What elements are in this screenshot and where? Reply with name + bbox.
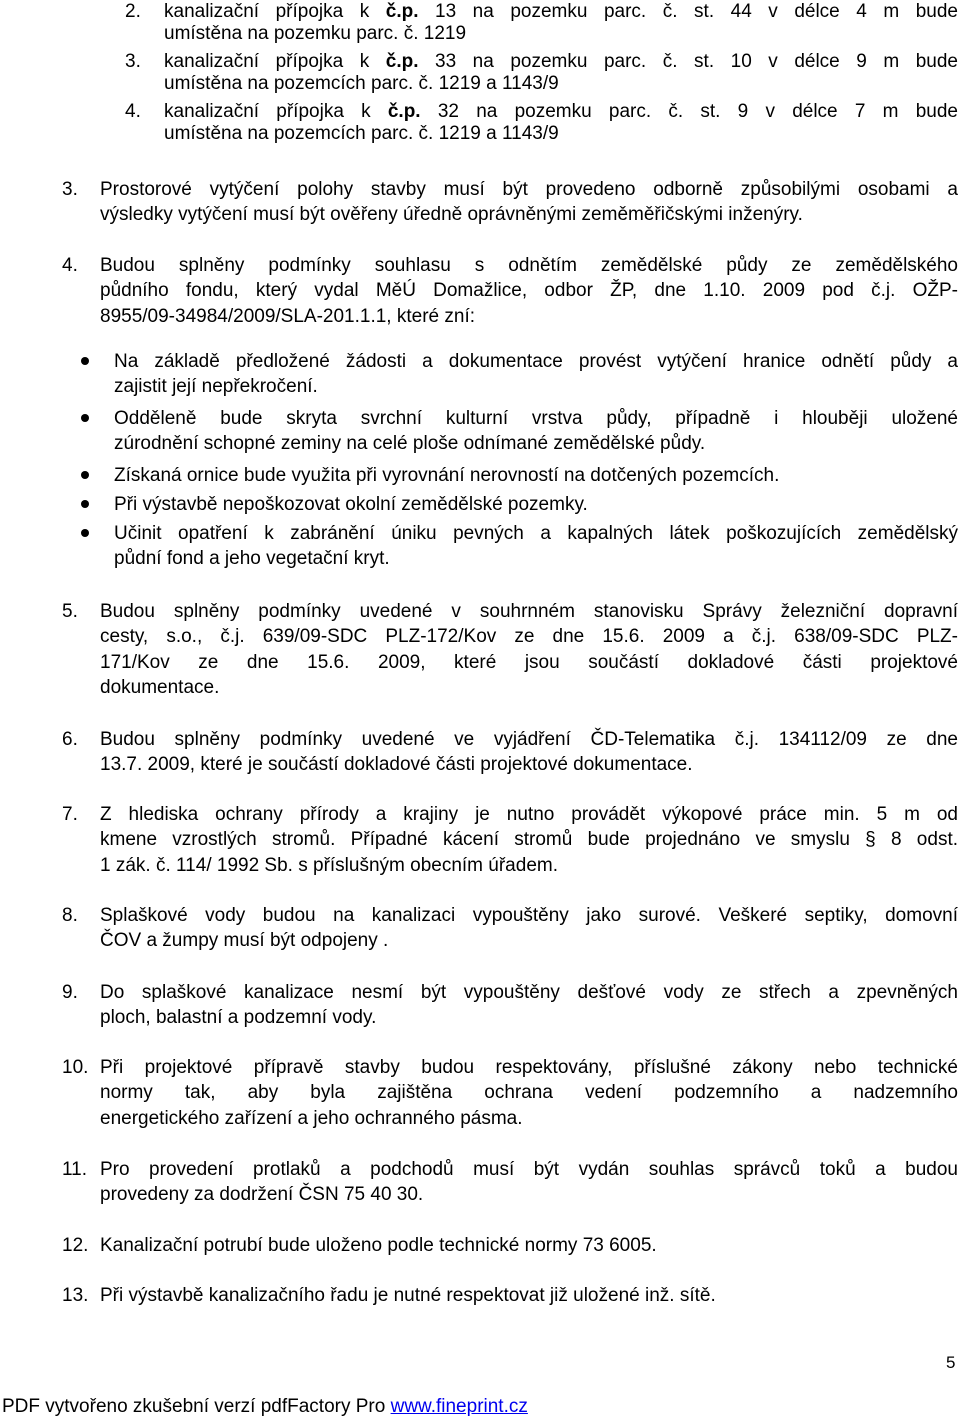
bullet-icon	[81, 357, 89, 365]
item-line: dokumentace.	[100, 677, 220, 699]
bullet-item	[114, 521, 958, 572]
bullet-line: půdní fond a jeho vegetační kryt.	[114, 548, 390, 570]
item-line: Pro provedení protlaků a podchodů musí být vydán souhlas správců toků a budou	[100, 1159, 958, 1180]
item-line: Budou splněny podmínky souhlasu s odnětím zemědělské půdy ze zemědělského	[100, 255, 958, 276]
item-number: 7.	[62, 804, 78, 825]
item-line: půdního fondu, který vydal MěÚ Domažlice, odbor ŽP, dne 1.10. 2009 pod č.j. OŽP-	[100, 280, 958, 302]
item-line: ploch, balastní a podzemní vody.	[100, 1007, 377, 1029]
item-number: 12.	[62, 1235, 89, 1256]
item-line: normy tak, aby byla zajištěna ochrana vedení podzemního a nadzemního	[100, 1082, 958, 1104]
item-line: 171/Kov ze dne 15.6. 2009, které jsou součástí dokladové části projektové	[100, 651, 958, 673]
footer-text: PDF vytvořeno zkušební verzí pdfFactory Pro	[2, 1396, 391, 1417]
bullet-item	[114, 492, 958, 517]
item-line: Kanalizační potrubí bude uloženo podle technické normy 73 6005.	[100, 1235, 657, 1256]
item-line: 8955/09-34984/2009/SLA-201.1.1, které zní:	[100, 305, 475, 327]
item-line: Prostorové vytýčení polohy stavby musí být provedeno odborně způsobilými osobami a	[100, 179, 958, 200]
bullet-icon	[81, 500, 89, 508]
item-line: provedeny za dodržení ČSN 75 40 30.	[100, 1184, 424, 1206]
bullet-line: zúrodnění schopné zeminy na celé ploše odnímané zemědělské půdy.	[114, 433, 706, 455]
item-line: cesty, s.o., č.j. 639/09-SDC PLZ-172/Kov ze dne 15.6. 2009 a č.j. 638/09-SDC PLZ-	[100, 626, 958, 648]
bullet-item	[114, 463, 958, 488]
item-line: Při projektové přípravě stavby budou respektovány, příslušné zákony nebo technické	[100, 1057, 958, 1078]
item-number: 4.	[62, 255, 78, 276]
item-number: 3.	[62, 179, 78, 200]
subitem-line: umístěna na pozemku parc. č. 1219	[164, 23, 467, 44]
subitem-number: 2.	[125, 1, 141, 22]
bullet-item	[114, 349, 958, 400]
page-number: 5	[946, 1353, 956, 1372]
subitem-line: umístěna na pozemcích parc. č. 1219 a 1143/9	[164, 73, 559, 94]
item-line: Splaškové vody budou na kanalizaci vypouštěny jako surové. Veškeré septiky, domovní	[100, 905, 958, 926]
item-number: 8.	[62, 905, 78, 926]
item-line: energetického zařízení a jeho ochranného pásma.	[100, 1107, 523, 1129]
subitem-line: kanalizační přípojka k č.p. 33 na pozemku parc. č. st. 10 v délce 9 m bude	[164, 51, 958, 72]
footer	[2, 1396, 528, 1418]
item-number: 13.	[62, 1285, 89, 1306]
subitem-line: umístěna na pozemcích parc. č. 1219 a 1143/9	[164, 123, 559, 144]
subitem-number: 4.	[125, 101, 141, 122]
item-line: kmene vzrostlých stromů. Případné kácení stromů bude projednáno ve smyslu § 8 odst.	[100, 829, 958, 851]
bullet-line: Odděleně bude skryta svrchní kulturní vrstva půdy, případně i hlouběji uložené	[114, 408, 958, 429]
item-line: 13.7. 2009, které je součástí dokladové části projektové dokumentace.	[100, 754, 693, 776]
bullet-icon	[81, 414, 89, 422]
item-line: Z hlediska ochrany přírody a krajiny je nutno provádět výkopové práce min. 5 m od	[100, 804, 958, 825]
bullet-item	[114, 406, 958, 457]
bullet-line: Při výstavbě nepoškozovat okolní zemědělské pozemky.	[114, 494, 588, 515]
item-number: 6.	[62, 729, 78, 750]
item-number: 11.	[62, 1159, 88, 1180]
subitem-line: kanalizační přípojka k č.p. 32 na pozemku parc. č. st. 9 v délce 7 m bude	[164, 101, 958, 122]
footer-link[interactable]: www.fineprint.cz	[390, 1396, 528, 1417]
item-line: Budou splněny podmínky uvedené v souhrnném stanovisku Správy železniční dopravní	[100, 601, 958, 622]
bullet-line: Učinit opatření k zabránění úniku pevných a kapalných látek poškozujících zemědělský	[114, 523, 958, 544]
bullet-icon	[81, 471, 89, 479]
item-line: Do splaškové kanalizace nesmí být vypouštěny dešťové vody ze střech a zpevněných	[100, 982, 958, 1003]
item-line: Budou splněny podmínky uvedené ve vyjádření ČD-Telematika č.j. 134112/09 ze dne	[100, 729, 958, 750]
item-number: 5.	[62, 601, 78, 622]
item-line: 1 zák. č. 114/ 1992 Sb. s příslušným obecním úřadem.	[100, 854, 558, 876]
item-number: 10.	[62, 1057, 89, 1078]
item-line: výsledky vytýčení musí být ověřeny úředně oprávněnými zeměměřičskými inženýry.	[100, 204, 803, 226]
bullet-line: Na základě předložené žádosti a dokumentace provést vytýčení hranice odnětí půdy a	[114, 351, 958, 372]
bullet-line: zajistit její nepřekročení.	[114, 376, 318, 398]
subitem-number: 3.	[125, 51, 141, 72]
item-number: 9.	[62, 982, 78, 1003]
item-line: ČOV a žumpy musí být odpojeny .	[100, 930, 389, 952]
subitem-line: kanalizační přípojka k č.p. 13 na pozemku parc. č. st. 44 v délce 4 m bude	[164, 1, 958, 22]
bullet-icon	[81, 529, 89, 537]
item-line: Při výstavbě kanalizačního řadu je nutné respektovat již uložené inž. sítě.	[100, 1285, 716, 1306]
bullet-line: Získaná ornice bude využita při vyrovnání nerovností na dotčených pozemcích.	[114, 465, 780, 486]
